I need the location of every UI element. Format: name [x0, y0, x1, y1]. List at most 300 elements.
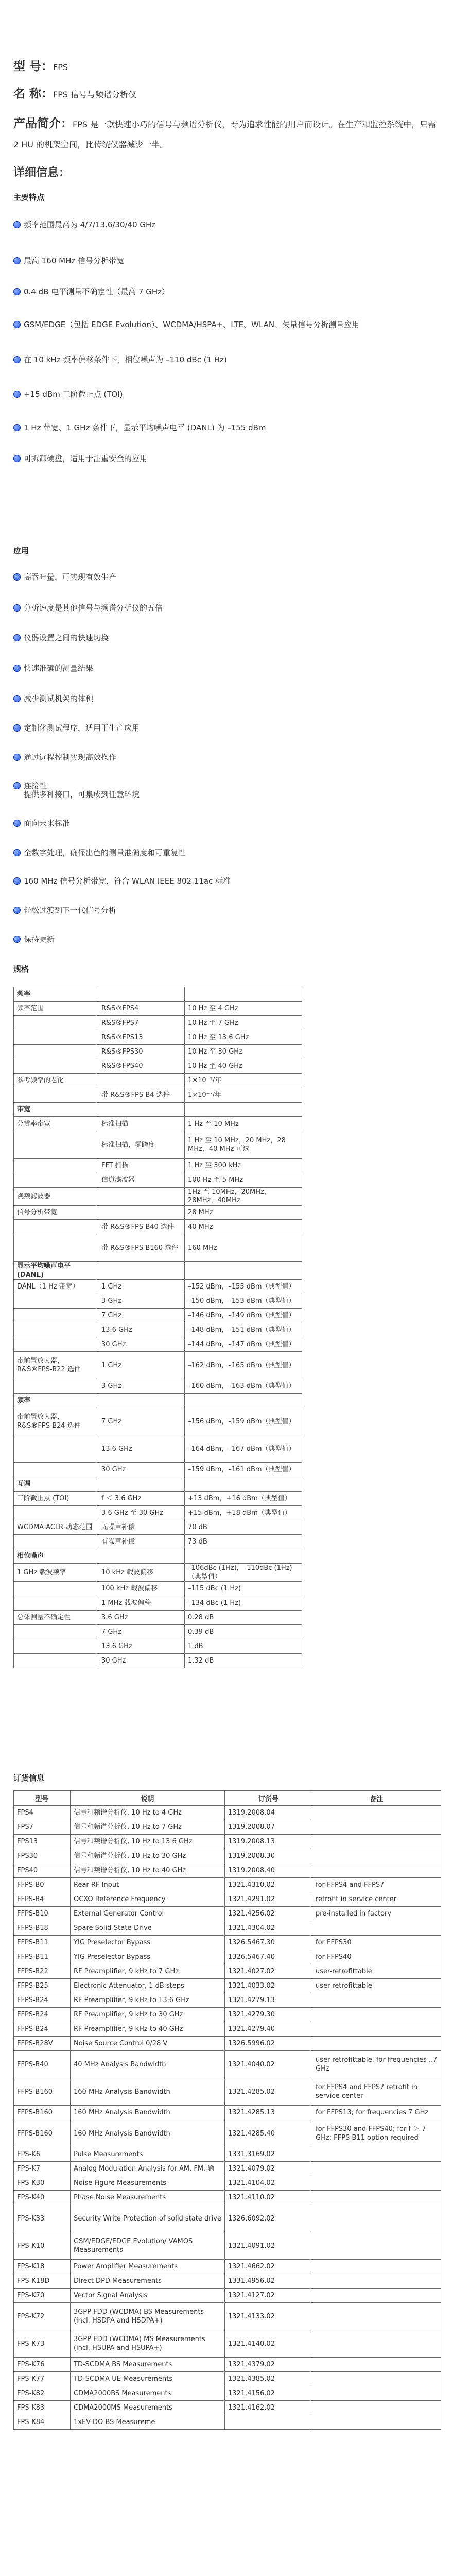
spec-condition: 带 R&S®FPS-B40 选件 — [98, 1220, 185, 1234]
order-remark: for FFPS4 and FFPS7 — [312, 1878, 441, 1892]
name-value: FPS 信号与频谱分析仪 — [53, 90, 137, 99]
order-remark — [312, 2401, 441, 2415]
spec-param — [14, 1045, 98, 1059]
order-description: 信号和频谱分析仪, 10 Hz to 7 GHz — [71, 1820, 225, 1835]
order-model: FPS-K84 — [14, 2415, 71, 2430]
order-row — [14, 2147, 441, 2162]
spec-value: 1 dB — [185, 1639, 302, 1654]
bullet-icon — [13, 936, 21, 943]
application-text: 分析速度是其他信号与频谱分析仪的五倍 — [24, 603, 163, 613]
order-remark — [312, 2260, 441, 2274]
spec-param: 分辨率带宽 — [14, 1117, 98, 1131]
spec-value: 73 dB — [185, 1535, 302, 1549]
order-remark: for FFPS4 and FFPS7 retrofit in service center — [312, 2078, 441, 2106]
spec-row — [14, 1337, 302, 1352]
order-model: FPS-K18D — [14, 2274, 71, 2289]
spec-condition: 标准扫描，零跨度 — [98, 1131, 185, 1159]
order-model: FPS-K82 — [14, 2386, 71, 2401]
order-row — [14, 2078, 441, 2106]
order-model: FFPS-B160 — [14, 2078, 71, 2106]
order-model: FFPS-B25 — [14, 1979, 71, 1993]
order-number: 1321.4285.40 — [225, 2120, 312, 2147]
order-remark — [312, 1849, 441, 1863]
order-column-header: 备注 — [312, 1791, 441, 1806]
spec-condition: 7 GHz — [98, 1408, 185, 1435]
order-remark — [312, 2372, 441, 2386]
product-intro — [13, 113, 440, 155]
spec-row — [14, 1352, 302, 1379]
application-text: 定制化测试程序，适用于生产应用 — [24, 723, 140, 733]
spec-value: –150 dBm，–153 dBm（典型值） — [185, 1294, 302, 1309]
spec-param — [14, 1639, 98, 1654]
order-description: 160 MHz Analysis Bandwidth — [71, 2106, 225, 2120]
spec-row — [14, 1002, 302, 1016]
order-row — [14, 1936, 441, 1950]
order-number: 1321.4033.02 — [225, 1979, 312, 1993]
order-number: 1321.4285.13 — [225, 2106, 312, 2120]
order-number: 1321.4304.02 — [225, 1921, 312, 1936]
spec-condition: 带 R&S®FPS-B160 选件 — [98, 1234, 185, 1262]
order-model: FPS-K30 — [14, 2176, 71, 2191]
order-number: 1326.5467.30 — [225, 1936, 312, 1950]
order-number: 1321.4133.02 — [225, 2303, 312, 2330]
spec-value: –144 dBm，–147 dBm（典型值） — [185, 1337, 302, 1352]
spec-condition: 13.6 GHz — [98, 1323, 185, 1337]
order-remark — [312, 1863, 441, 1878]
application-text: 仪器设置之间的快速切换 — [24, 633, 109, 642]
spec-param — [14, 1379, 98, 1394]
order-row — [14, 2037, 441, 2051]
spec-row — [14, 1234, 302, 1262]
order-number: 1321.4091.02 — [225, 2232, 312, 2260]
spec-param — [14, 1030, 98, 1045]
order-number: 1319.2008.40 — [225, 1863, 312, 1878]
application-item — [24, 789, 451, 800]
intro-label: 产品简介： — [13, 116, 73, 130]
spec-row — [14, 1596, 302, 1611]
spec-param: 带前置放大器，R&S®FPS-B22 选件 — [14, 1352, 98, 1379]
order-remark: user-retrofittable, for frequencies ..7 GHz — [312, 2051, 441, 2078]
spec-value — [185, 1103, 302, 1117]
order-number: 1321.4156.02 — [225, 2386, 312, 2401]
order-model: FPS7 — [14, 1820, 71, 1835]
spec-value: 40 MHz — [185, 1220, 302, 1234]
order-model: FPS30 — [14, 1849, 71, 1863]
order-column-header: 型号 — [14, 1791, 71, 1806]
order-description: RF Preamplifier, 9 kHz to 40 GHz — [71, 2022, 225, 2037]
feature-item — [13, 319, 441, 330]
order-row — [14, 1892, 441, 1907]
spec-condition: 3.6 GHz 至 30 GHz — [98, 1506, 185, 1520]
order-row — [14, 1863, 441, 1878]
spec-param — [14, 1088, 98, 1103]
order-remark — [312, 2176, 441, 2191]
features-title: 主要特点 — [13, 193, 45, 202]
order-remark — [312, 2232, 441, 2260]
spec-value — [185, 1477, 302, 1492]
spec-condition — [98, 1103, 185, 1117]
application-text: 轻松过渡到下一代信号分析 — [24, 906, 117, 915]
order-remark: for FFPS13; for frequencies 7 GHz — [312, 2106, 441, 2120]
application-text: 连接性 — [24, 781, 47, 790]
spec-param: 1 GHz 载波频率 — [14, 1564, 98, 1582]
order-remark — [312, 2303, 441, 2330]
feature-item — [13, 286, 441, 297]
spec-param — [14, 1625, 98, 1639]
spec-value: 70 dB — [185, 1520, 302, 1535]
order-model: FPS13 — [14, 1835, 71, 1849]
spec-condition — [98, 1549, 185, 1564]
order-model: FFPS-B0 — [14, 1878, 71, 1892]
spec-condition: 3.6 GHz — [98, 1611, 185, 1625]
spec-condition: 30 GHz — [98, 1463, 185, 1477]
application-text: 160 MHz 信号分析带宽，符合 WLAN IEEE 802.11ac 标准 — [24, 876, 231, 886]
spec-row — [14, 1323, 302, 1337]
spec-value: –134 dBc (1 Hz) — [185, 1596, 302, 1611]
spec-value: 28 MHz — [185, 1206, 302, 1220]
order-number: 1326.5467.40 — [225, 1950, 312, 1964]
order-remark: for FFPS30 — [312, 1936, 441, 1950]
order-row — [14, 2120, 441, 2147]
order-number: 1321.4279.13 — [225, 1993, 312, 2008]
feature-text: GSM/EDGE（包括 EDGE Evolution）、WCDMA/HSPA+、LTE、WLAN、矢量信号分析测量应用 — [24, 320, 360, 329]
application-text: 提供多种接口，可集成到任意环境 — [24, 790, 140, 799]
application-item — [13, 572, 441, 582]
spec-condition: 7 GHz — [98, 1625, 185, 1639]
order-model: FPS-K77 — [14, 2372, 71, 2386]
order-row — [14, 2191, 441, 2205]
order-description: Direct DPD Measurements — [71, 2274, 225, 2289]
order-remark — [312, 2008, 441, 2022]
spec-condition: 信道滤波器 — [98, 1173, 185, 1188]
spec-param — [14, 1016, 98, 1030]
order-row — [14, 1878, 441, 1892]
spec-row — [14, 1117, 302, 1131]
order-row — [14, 2289, 441, 2303]
order-remark: retrofit in service center — [312, 1892, 441, 1907]
order-number: 1321.4140.02 — [225, 2330, 312, 2358]
order-number: 1321.4279.40 — [225, 2022, 312, 2037]
order-row — [14, 2008, 441, 2022]
order-number: 1321.4285.02 — [225, 2078, 312, 2106]
spec-condition: R&S®FPS30 — [98, 1045, 185, 1059]
order-row — [14, 2162, 441, 2176]
spec-condition: 30 GHz — [98, 1654, 185, 1668]
order-row — [14, 2415, 441, 2430]
spec-condition: 3 GHz — [98, 1294, 185, 1309]
spec-row — [14, 1159, 302, 1173]
spec-param: 带宽 — [14, 1103, 98, 1117]
order-model: FPS-K18 — [14, 2260, 71, 2274]
order-model: FFPS-B11 — [14, 1936, 71, 1950]
feature-text: 在 10 kHz 频率偏移条件下，相位噪声为 –110 dBc (1 Hz) — [24, 355, 227, 364]
order-number: 1321.4027.02 — [225, 1964, 312, 1979]
order-remark — [312, 1806, 441, 1820]
spec-row — [14, 1549, 302, 1564]
spec-param — [14, 1159, 98, 1173]
spec-param — [14, 1463, 98, 1477]
spec-value — [185, 987, 302, 1002]
order-description: TD-SCDMA BS Measurements — [71, 2358, 225, 2372]
order-description: TD-SCDMA UE Measurements — [71, 2372, 225, 2386]
bullet-icon — [13, 907, 21, 914]
feature-item — [13, 422, 441, 433]
order-number: 1331.4956.02 — [225, 2274, 312, 2289]
spec-row — [14, 1477, 302, 1492]
spec-condition — [98, 1262, 185, 1280]
spec-param — [14, 1131, 98, 1159]
order-remark — [312, 2191, 441, 2205]
spec-param — [14, 1059, 98, 1074]
spec-row — [14, 1059, 302, 1074]
spec-value: +15 dBm，+18 dBm（典型值） — [185, 1506, 302, 1520]
spec-condition: f ＜ 3.6 GHz — [98, 1492, 185, 1506]
details-title: 详细信息： — [13, 166, 71, 179]
spec-value: 10 Hz 至 7 GHz — [185, 1016, 302, 1030]
spec-param: 频率 — [14, 987, 98, 1002]
order-row — [14, 1921, 441, 1936]
bullet-icon — [13, 782, 21, 789]
order-remark — [312, 2415, 441, 2430]
order-remark — [312, 2147, 441, 2162]
model-label: 型 号： — [13, 59, 54, 73]
order-remark — [312, 2022, 441, 2037]
spec-row — [14, 1294, 302, 1309]
spec-row — [14, 1030, 302, 1045]
order-model: FFPS-B160 — [14, 2106, 71, 2120]
order-description: Phase Noise Measurements — [71, 2191, 225, 2205]
order-number: 1321.4104.02 — [225, 2176, 312, 2191]
bullet-icon — [13, 849, 21, 856]
application-item — [13, 876, 441, 886]
spec-param: 带前置放大器，R&S®FPS-B24 选件 — [14, 1408, 98, 1435]
order-description: 1xEV-DO BS Measureme — [71, 2415, 225, 2430]
spec-row — [14, 1074, 302, 1088]
feature-item — [13, 453, 441, 464]
order-remark: pre-installed in factory — [312, 1907, 441, 1921]
spec-value: 1.32 dB — [185, 1654, 302, 1668]
order-description: Security Write Protection of solid state drive — [71, 2205, 225, 2232]
spec-row — [14, 1262, 302, 1280]
order-remark: for FFPS30 and FFPS40; for f ＞ 7 GHz: FFPS-B11 option required — [312, 2120, 441, 2147]
spec-value: –160 dBm，–163 dBm（典型值） — [185, 1379, 302, 1394]
feature-item — [13, 389, 441, 399]
order-model: FPS4 — [14, 1806, 71, 1820]
spec-condition — [98, 1074, 185, 1088]
order-number: 1319.2008.13 — [225, 1835, 312, 1849]
spec-condition — [98, 1477, 185, 1492]
spec-condition: 标准扫描 — [98, 1117, 185, 1131]
spec-row — [14, 1463, 302, 1477]
spec-param: WCDMA ACLR 动态范围 — [14, 1520, 98, 1535]
order-remark: for FFPS40 — [312, 1950, 441, 1964]
order-row — [14, 2051, 441, 2078]
order-model: FPS-K73 — [14, 2330, 71, 2358]
spec-row — [14, 1506, 302, 1520]
spec-condition: 1 MHz 载波偏移 — [98, 1596, 185, 1611]
spec-row — [14, 1088, 302, 1103]
order-description: 信号和频谱分析仪, 10 Hz to 30 GHz — [71, 1849, 225, 1863]
order-number: 1321.4110.02 — [225, 2191, 312, 2205]
order-model: FFPS-B24 — [14, 1993, 71, 2008]
spec-condition: R&S®FPS40 — [98, 1059, 185, 1074]
order-remark — [312, 2289, 441, 2303]
spec-row — [14, 1379, 302, 1394]
order-description: YIG Preselector Bypass — [71, 1936, 225, 1950]
spec-condition: 1 GHz — [98, 1352, 185, 1379]
spec-condition — [98, 1394, 185, 1408]
spec-value: +13 dBm，+16 dBm（典型值） — [185, 1492, 302, 1506]
order-remark — [312, 2330, 441, 2358]
spec-param: 互调 — [14, 1477, 98, 1492]
order-remark — [312, 1835, 441, 1849]
spec-row — [14, 1564, 302, 1582]
order-model: FPS-K10 — [14, 2232, 71, 2260]
application-text: 全数字处理，确保出色的测量准确度和可重复性 — [24, 848, 186, 857]
spec-condition — [98, 1188, 185, 1206]
spec-condition: 1 GHz — [98, 1280, 185, 1294]
order-number: 1321.4291.02 — [225, 1892, 312, 1907]
bullet-icon — [13, 604, 21, 612]
order-row — [14, 1820, 441, 1835]
spec-row — [14, 1408, 302, 1435]
spec-condition: 30 GHz — [98, 1337, 185, 1352]
spec-param: 频率 — [14, 1394, 98, 1408]
order-remark — [312, 2358, 441, 2372]
order-number — [225, 2415, 312, 2430]
spec-param — [14, 1309, 98, 1323]
order-description: Rear RF Input — [71, 1878, 225, 1892]
spec-value: 1×10⁻⁷/年 — [185, 1074, 302, 1088]
order-description: RF Preamplifier, 9 kHz to 7 GHz — [71, 1964, 225, 1979]
spec-param: 显示平均噪声电平 (DANL) — [14, 1262, 98, 1280]
order-model: FFPS-B11 — [14, 1950, 71, 1964]
spec-value: –106dBc (1Hz)，–110dBc (1Hz)（典型值） — [185, 1564, 302, 1582]
application-text: 通过远程控制实现高效操作 — [24, 753, 117, 762]
order-description: 3GPP FDD (WCDMA) MS Measurements (incl. HSUPA and HSUPA+) — [71, 2330, 225, 2358]
order-model: FPS-K7 — [14, 2162, 71, 2176]
order-description: 信号和频谱分析仪, 10 Hz to 4 GHz — [71, 1806, 225, 1820]
spec-value: –164 dBm，–167 dBm（典型值） — [185, 1435, 302, 1463]
spec-param — [14, 1337, 98, 1352]
order-row — [14, 2330, 441, 2358]
spec-param — [14, 1173, 98, 1188]
order-column-header: 订货号 — [225, 1791, 312, 1806]
spec-param: 相位噪声 — [14, 1549, 98, 1564]
application-text: 面向未来标准 — [24, 819, 71, 828]
spec-row — [14, 1280, 302, 1294]
spec-param: 三阶截止点 (TOI) — [14, 1492, 98, 1506]
spec-param: 视频滤波器 — [14, 1188, 98, 1206]
order-description: 3GPP FDD (WCDMA) BS Measurements (incl. HSDPA and HSDPA+) — [71, 2303, 225, 2330]
spec-condition: 100 kHz 载波偏移 — [98, 1582, 185, 1596]
name-line — [13, 85, 136, 104]
spec-param: 参考频率的老化 — [14, 1074, 98, 1088]
spec-condition: FFT 扫描 — [98, 1159, 185, 1173]
spec-value: 1×10⁻⁷/年 — [185, 1088, 302, 1103]
application-text: 快速准确的测量结果 — [24, 664, 94, 673]
order-remark — [312, 2274, 441, 2289]
bullet-icon — [13, 695, 21, 702]
spec-value: 0.28 dB — [185, 1611, 302, 1625]
order-description: Spare Solid-State-Drive — [71, 1921, 225, 1936]
order-number: 1321.4162.02 — [225, 2401, 312, 2415]
spec-row — [14, 1582, 302, 1596]
order-remark — [312, 1820, 441, 1835]
order-row — [14, 1950, 441, 1964]
spec-row — [14, 1220, 302, 1234]
order-number: 1326.6092.02 — [225, 2205, 312, 2232]
spec-row — [14, 1625, 302, 1639]
order-model: FPS40 — [14, 1863, 71, 1878]
feature-text: +15 dBm 三阶截止点 (TOI) — [24, 389, 123, 399]
order-row — [14, 2274, 441, 2289]
spec-value: –148 dBm，–151 dBm（典型值） — [185, 1323, 302, 1337]
order-model: FPS-K33 — [14, 2205, 71, 2232]
order-description: 160 MHz Analysis Bandwidth — [71, 2120, 225, 2147]
order-description: Vector Signal Analysis — [71, 2289, 225, 2303]
order-model: FFPS-B10 — [14, 1907, 71, 1921]
order-remark — [312, 2037, 441, 2051]
spec-row — [14, 1520, 302, 1535]
order-number: 1321.4279.30 — [225, 2008, 312, 2022]
spec-value: 1Hz 至 10MHz，20MHz，28MHz，40MHz — [185, 1188, 302, 1206]
order-number: 1321.4379.02 — [225, 2358, 312, 2372]
intro-text: FPS 是一款快速小巧的信号与频谱分析仪，专为追求性能的用户而设计。在生产和监控系统中，只需 2 HU 的机架空间，比传统仪器减少一半。 — [13, 120, 437, 149]
bullet-icon — [13, 877, 21, 885]
order-description: Noise Figure Measurements — [71, 2176, 225, 2191]
bullet-icon — [13, 754, 21, 761]
spec-condition: 10 kHz 载波偏移 — [98, 1564, 185, 1582]
feature-text: 1 Hz 带宽、1 GHz 条件下，显示平均噪声电平 (DANL) 为 –155 dBm — [24, 423, 266, 432]
application-item — [13, 603, 441, 613]
spec-row — [14, 1045, 302, 1059]
order-remark: user-retrofittable — [312, 1964, 441, 1979]
order-description: YIG Preselector Bypass — [71, 1950, 225, 1964]
bullet-icon — [13, 724, 21, 732]
spec-row — [14, 1639, 302, 1654]
application-item — [13, 905, 441, 916]
bullet-icon — [13, 221, 21, 228]
order-row — [14, 2386, 441, 2401]
spec-row — [14, 1535, 302, 1549]
spec-param: 信号分析带宽 — [14, 1206, 98, 1220]
spec-param — [14, 1582, 98, 1596]
bullet-icon — [13, 455, 21, 462]
order-description: GSM/EDGE/EDGE Evolution/ VAMOS Measurements — [71, 2232, 225, 2260]
spec-value: 10 Hz 至 4 GHz — [185, 1002, 302, 1016]
order-model: FPS-K76 — [14, 2358, 71, 2372]
bullet-icon — [13, 424, 21, 431]
order-number: 1321.4079.02 — [225, 2162, 312, 2176]
application-text: 保持更新 — [24, 935, 55, 944]
feature-text: 最高 160 MHz 信号分析带宽 — [24, 256, 125, 265]
order-number: 1321.4662.02 — [225, 2260, 312, 2274]
order-row — [14, 2260, 441, 2274]
order-row — [14, 2401, 441, 2415]
application-item — [13, 693, 441, 704]
order-row — [14, 2205, 441, 2232]
application-item — [13, 818, 441, 828]
feature-text: 可拆卸硬盘，适用于注重安全的应用 — [24, 454, 148, 463]
ordering-title: 订货信息 — [13, 1773, 45, 1783]
order-row — [14, 2176, 441, 2191]
spec-value: –146 dBm，–149 dBm（典型值） — [185, 1309, 302, 1323]
bullet-icon — [13, 288, 21, 295]
order-model: FPS-K40 — [14, 2191, 71, 2205]
order-description: 40 MHz Analysis Bandwidth — [71, 2051, 225, 2078]
spec-value: 1 Hz 至 300 kHz — [185, 1159, 302, 1173]
